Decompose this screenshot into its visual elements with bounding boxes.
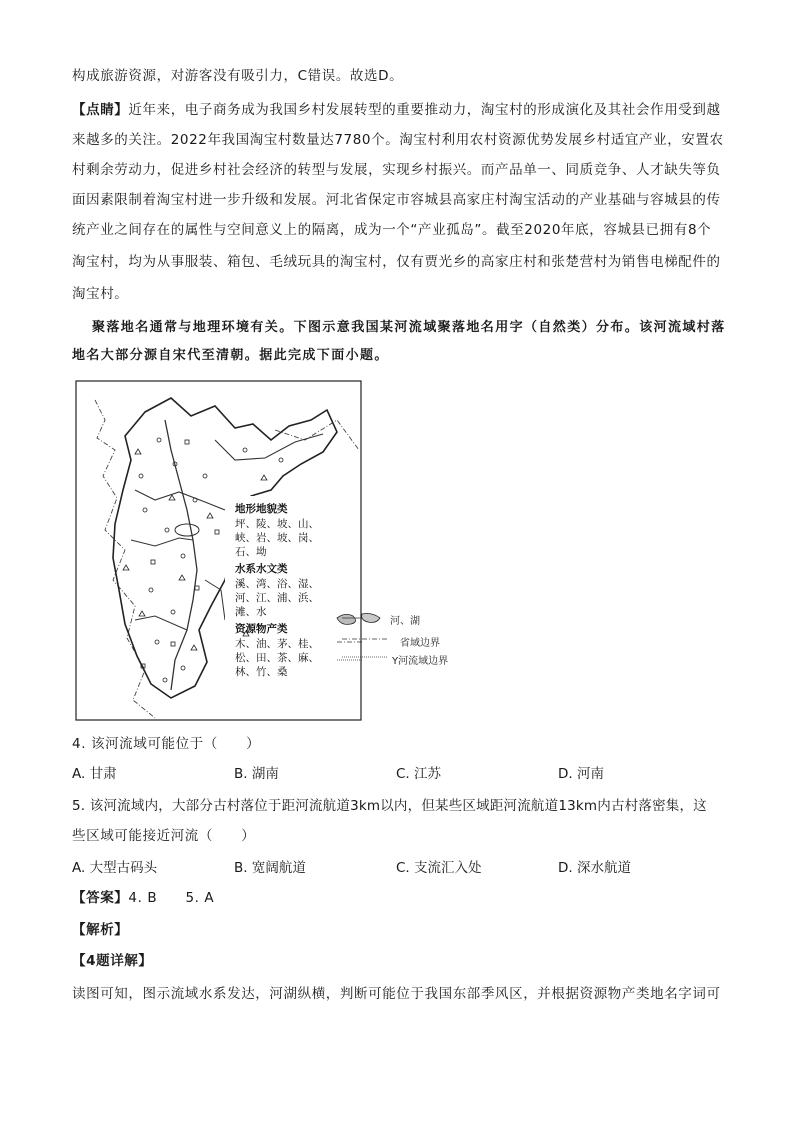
basin-map-figure xyxy=(75,380,375,722)
legend-river-lake: 河、湖 xyxy=(390,616,420,627)
q5-option-d: D. 深水航道 xyxy=(558,860,631,876)
material-line: 地名大部分源自宋代至清朝。据此完成下面小题。 xyxy=(72,348,389,363)
legend-resource-words: 松、田、茶、麻、 xyxy=(235,652,319,664)
paragraph-line: 村剩余劳动力，促进乡村社会经济的转型与发展，实现乡村振兴。而产品单一、同质竞争、人才缺失等负 xyxy=(72,162,721,178)
legend-symbols xyxy=(340,612,388,662)
question-5-stem: 5. 该河流域内，大部分古村落位于距河流航道3km以内，但某些区域距河流航道13km内古村落密集，这 xyxy=(72,798,707,814)
legend-resource-words: 林、竹、桑 xyxy=(235,666,288,678)
paragraph-line: 淘宝村，均为从事服装、箱包、毛绒玩具的淘宝村，仅有贾光乡的高家庄村和张楚营村为销售电梯配件的 xyxy=(72,254,721,270)
analysis-label: 【解析】 xyxy=(72,922,129,938)
paragraph-line: 构成旅游资源，对游客没有吸引力，C错误。故选D。 xyxy=(72,68,404,84)
legend-terrain-title: 地形地貌类 xyxy=(235,503,288,515)
paragraph-line: 面因素限制着淘宝村进一步升级和发展。河北省保定市容城县高家庄村淘宝活动的产业基础与容城县的传 xyxy=(72,192,721,208)
paragraph-line: 近年来，电子商务成为我国乡村发展转型的重要推动力，淘宝村的形成演化及其社会作用受到越 xyxy=(128,102,721,118)
question-4-stem: 4. 该河流域可能位于（ ） xyxy=(72,736,261,752)
q5-option-c: C. 支流汇入处 xyxy=(396,860,482,876)
q5-option-a: A. 大型古码头 xyxy=(72,860,158,876)
tip-first-line xyxy=(72,100,721,120)
legend-basin-boundary: Y河流域边界 xyxy=(392,656,449,667)
legend-water-title: 水系水文类 xyxy=(235,563,288,575)
q4-option-b: B. 湖南 xyxy=(234,766,279,782)
q4-option-a: A. 甘肃 xyxy=(72,766,117,782)
basin-map-drawing xyxy=(75,380,375,722)
paragraph-line: 读图可知，图示流域水系发达，河湖纵横，判断可能位于我国东部季风区，并根据资源物产类地名字词可 xyxy=(72,986,721,1002)
legend-province-boundary: 省域边界 xyxy=(400,638,440,649)
material-line: 聚落地名通常与地理环境有关。下图示意我国某河流域聚落地名用字（自然类）分布。该河流域村落 xyxy=(92,320,726,335)
answer-label: 【答案】 xyxy=(72,890,129,906)
detail-4-label: 【4题详解】 xyxy=(72,953,153,969)
q4-option-c: C. 江苏 xyxy=(396,766,442,782)
legend-resource-words: 木、油、茅、桂、 xyxy=(235,638,319,650)
legend-water-words: 溪、湾、浴、湿、 xyxy=(235,578,319,590)
legend-terrain-words: 坪、陵、坡、山、 xyxy=(235,518,319,530)
legend-water-words: 河、江、浦、浜、 xyxy=(235,592,319,604)
tip-label: 【点睛】 xyxy=(72,102,129,118)
answer-value: 4. B 5. A xyxy=(128,890,215,906)
question-5-stem-cont: 些区域可能接近河流（ ） xyxy=(72,828,256,844)
paragraph-line: 来越多的关注。2022年我国淘宝村数量达7780个。淘宝村利用农村资源优势发展乡村适宜产业，安置农 xyxy=(72,132,724,148)
paragraph-line: 淘宝村。 xyxy=(72,286,129,302)
legend-resource-title: 资源物产类 xyxy=(235,623,288,635)
legend-terrain-words: 石、坳 xyxy=(235,546,267,558)
paragraph-line: 统产业之间存在的属性与空间意义上的隔离，成为一个“产业孤岛”。截至2020年底，容城县已拥有8个 xyxy=(72,222,712,238)
legend-terrain-words: 峡、岩、坡、岗、 xyxy=(235,532,319,544)
legend-water-words: 滩、水 xyxy=(235,606,267,618)
q4-option-d: D. 河南 xyxy=(558,766,604,782)
answer-line xyxy=(72,888,214,908)
q5-option-b: B. 宽阔航道 xyxy=(234,860,306,876)
